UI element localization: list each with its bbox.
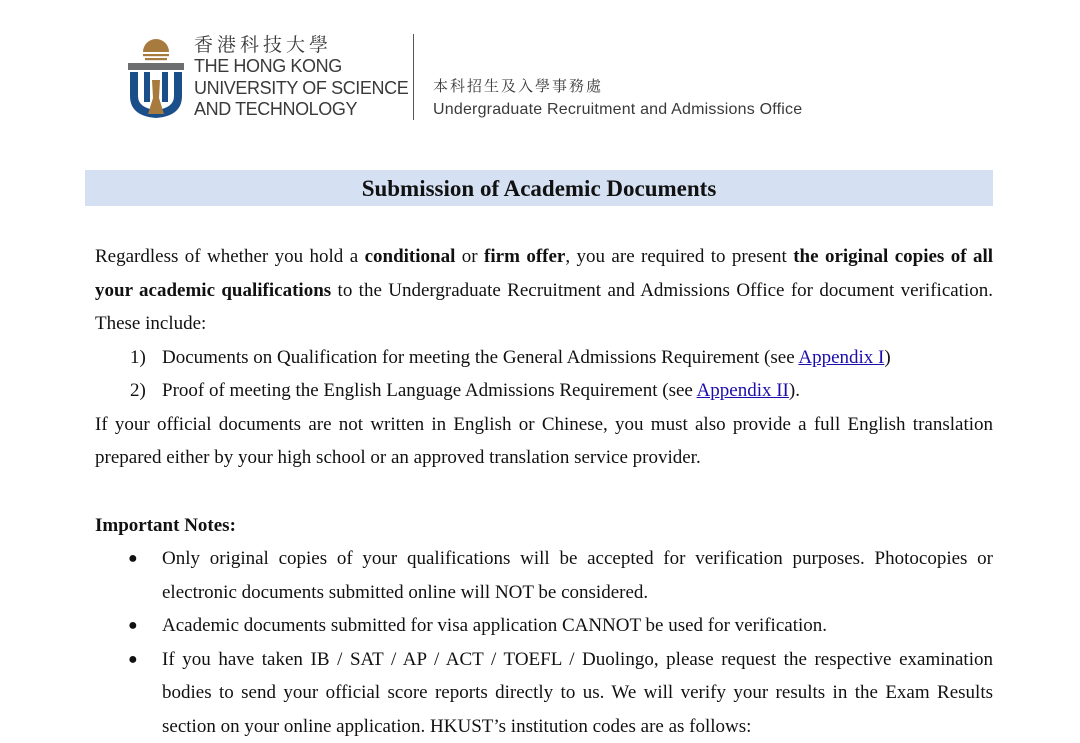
list-item xyxy=(95,374,993,408)
intro-text-3: , you are required to present xyxy=(565,246,793,267)
intro-paragraph xyxy=(95,240,993,341)
hkust-logo-icon xyxy=(128,34,184,120)
appendix-i-link[interactable]: Appendix I xyxy=(798,347,884,368)
bullet-icon: ● xyxy=(128,643,138,677)
important-notes-heading: Important Notes: xyxy=(95,509,993,543)
office-name-chinese: 本科招生及入學事務處 xyxy=(433,75,802,97)
university-name-line-2: UNIVERSITY OF SCIENCE xyxy=(194,78,408,100)
list-item xyxy=(95,643,993,743)
university-name xyxy=(194,34,408,121)
translation-paragraph: If your official documents are not written in English or Chinese, you must also provide a full English translation prepared either by your high school or an approved translation service provider. xyxy=(95,408,993,475)
office-name-english: Undergraduate Recruitment and Admissions Office xyxy=(433,97,802,123)
bullet-icon: ● xyxy=(128,542,138,576)
letterhead xyxy=(0,0,1080,140)
intro-bold-original-copies: the original copies of all your academic qualifications xyxy=(95,246,993,301)
list-item-after: ) xyxy=(884,347,890,368)
appendix-ii-link[interactable]: Appendix II xyxy=(697,380,789,401)
university-name-line-1: THE HONG KONG xyxy=(194,56,408,78)
university-name-line-3: AND TECHNOLOGY xyxy=(194,99,408,121)
note-text: If you have taken IB / SAT / AP / ACT / TOEFL / Duolingo, please request the respective examination bodies to send your official score reports directly to us. We will verify your results in the Exam Results section on your online application. HKUST’s institution codes are as follows: xyxy=(162,649,993,737)
list-number: 2) xyxy=(130,374,146,408)
office-name xyxy=(433,75,802,123)
required-documents-list xyxy=(95,341,993,408)
note-text: Only original copies of your qualifications will be accepted for verification purposes. Photocopies or electronic documents submitted online will NOT be considered. xyxy=(162,548,993,603)
list-number: 1) xyxy=(130,341,146,375)
list-item-text: Documents on Qualification for meeting the General Admissions Requirement (see xyxy=(162,347,798,368)
intro-bold-conditional: conditional xyxy=(365,246,456,267)
note-text: Academic documents submitted for visa application CANNOT be used for verification. xyxy=(162,615,827,636)
list-item xyxy=(95,542,993,609)
bullet-icon: ● xyxy=(128,609,138,643)
header-divider xyxy=(413,34,414,120)
list-item-after: ). xyxy=(789,380,800,401)
intro-text-4: to the Undergraduate Recruitment and Admissions Office for document verification. These include: xyxy=(95,280,993,335)
important-notes-list xyxy=(95,542,993,743)
intro-text-1: Regardless of whether you hold a xyxy=(95,246,365,267)
intro-text-2: or xyxy=(455,246,484,267)
list-item xyxy=(95,341,993,375)
university-name-chinese: 香港科技大學 xyxy=(194,34,408,56)
page-title: Submission of Academic Documents xyxy=(85,170,993,206)
document-body xyxy=(95,240,993,743)
intro-bold-firm-offer: firm offer xyxy=(484,246,565,267)
list-item-text: Proof of meeting the English Language Admissions Requirement (see xyxy=(162,380,697,401)
list-item xyxy=(95,609,993,643)
